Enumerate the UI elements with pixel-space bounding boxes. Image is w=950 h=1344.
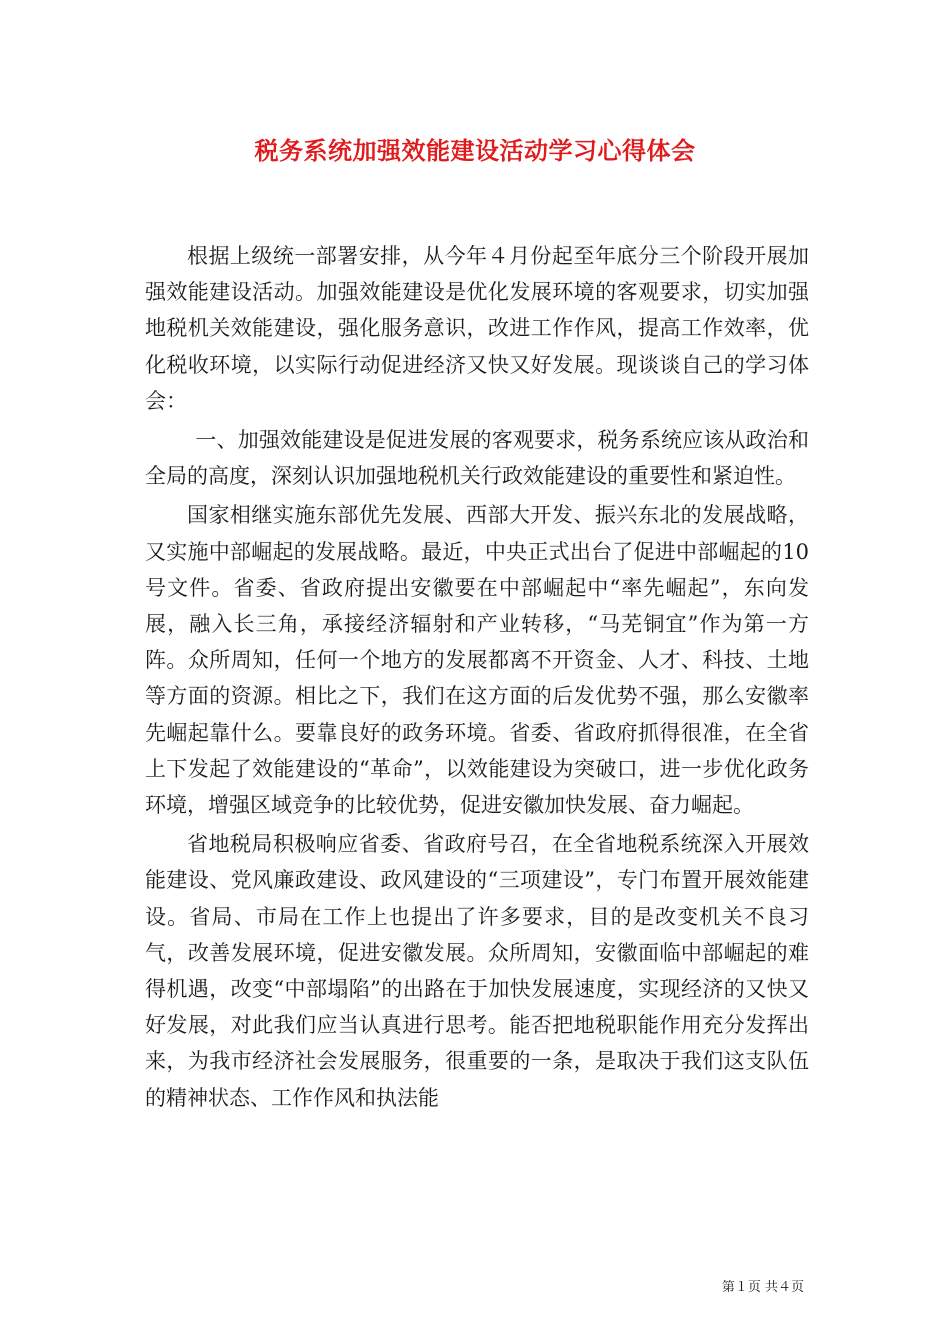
document-body <box>145 238 809 1116</box>
page-number-footer: 第１页 共４页 <box>721 1280 804 1295</box>
document-title: 税务系统加强效能建设活动学习心得体会 <box>254 136 696 165</box>
paragraph-national-strategy: 国家相继实施东部优先发展、西部大开发、振兴东北的发展战略，又实施中部崛起的发展战略。最近，中央正式出台了促进中部崛起的10号文件。省委、省政府提出安徽要在中部崛起中“率先崛起”，东向发展，融入长三角，承接经济辐射和产业转移，“马芜铜宜”作为第一方阵。众所周知，任何一个地方的发展都离不开资金、人才、科技、土地等方面的资源。相比之下，我们在这方面的后发优势不强，那么安徽率先崛起靠什么。要靠良好的政务环境。省委、省政府抓得很准，在全省上下发起了效能建设的“革命”，以效能建设为突破口，进一步优化政务环境，增强区域竞争的比较优势，促进安徽加快发展、奋力崛起。 <box>145 503 809 818</box>
paragraph-section-one-heading: 一、加强效能建设是促进发展的客观要求，税务系统应该从政治和全局的高度，深刻认识加强地税机关行政效能建设的重要性和紧迫性。 <box>145 428 809 489</box>
paragraph-provincial-tax-bureau: 省地税局积极响应省委、省政府号召，在全省地税系统深入开展效能建设、党风廉政建设、政风建设的“三项建设”，专门布置开展效能建设。省局、市局在工作上也提出了许多要求，目的是改变机关不良习气，改善发展环境，促进安徽发展。众所周知，安徽面临中部崛起的难得机遇，改变“中部塌陷”的出路在于加快发展速度，实现经济的又快又好发展，对此我们应当认真进行思考。能否把地税职能作用充分发挥出来，为我市经济社会发展服务，很重要的一条，是取决于我们这支队伍的精神状态、工作作风和执法能 <box>145 832 809 1110</box>
paragraph-intro: 根据上级统一部署安排，从今年４月份起至年底分三个阶段开展加强效能建设活动。加强效能建设是优化发展环境的客观要求，切实加强地税机关效能建设，强化服务意识，改进工作作风，提高工作效率，优化税收环境，以实际行动促进经济又快又好发展。现谈谈自己的学习体会： <box>145 244 809 413</box>
